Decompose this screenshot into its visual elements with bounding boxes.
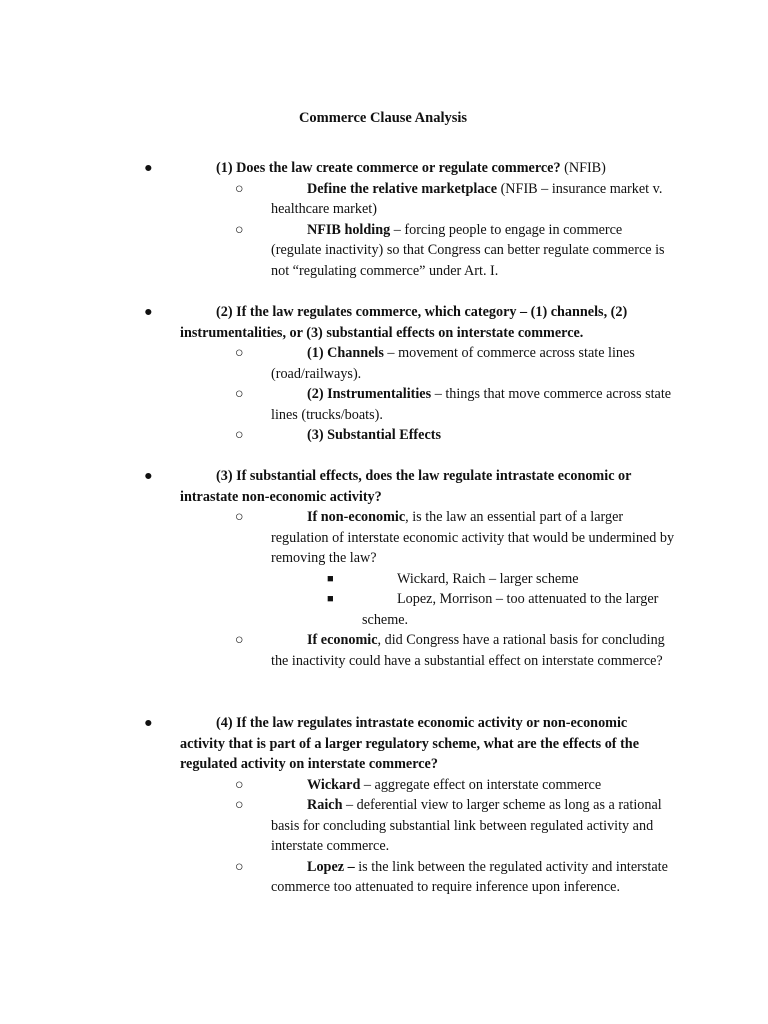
square-bullet-icon: ■	[327, 593, 334, 605]
page-title: Commerce Clause Analysis	[298, 110, 468, 126]
bullet-icon: ●	[144, 160, 153, 176]
bullet-icon: ●	[144, 468, 153, 484]
bullet-icon: ●	[144, 304, 153, 320]
circle-bullet-icon: ○	[235, 776, 244, 793]
question-3: ● (3) If substantial effects, does the law regulate intrastate economic or intrastate non-economic activity?	[144, 468, 632, 505]
question-1: ● (1) Does the law create commerce or regulate commerce? (NFIB)	[180, 158, 670, 179]
circle-bullet-icon: ○	[235, 427, 244, 443]
circle-bullet-icon: ○	[235, 509, 244, 525]
circle-bullet-icon: ○	[235, 386, 244, 402]
list-item: ○ Raich – deferential view to larger scheme as long as a rational basis for concluding substantial link between regulated activity and interstate commerce.	[235, 797, 662, 854]
list-subitem: ■ Wickard, Raich – larger scheme	[362, 569, 676, 590]
list-item: ○ If non-economic, is the law an essential part of a larger regulation of interstate economic activity that would be undermined by removing the law?	[235, 509, 675, 566]
list-item: ○ (1) Channels – movement of commerce across state lines (road/railways).	[235, 345, 635, 382]
list-item: ○ Define the relative marketplace (NFIB – insurance market v. healthcare market)	[235, 180, 663, 217]
list-item: ○ (3) Substantial Effects	[271, 425, 676, 446]
square-bullet-icon: ■	[327, 572, 334, 585]
list-item: ○ NFIB holding – forcing people to engage in commerce (regulate inactivity) so that Congress can better regulate commerce is not “regulating commerce” under Art. I.	[235, 221, 665, 279]
circle-bullet-icon: ○	[235, 858, 244, 875]
list-item: ○ Lopez – is the link between the regulated activity and interstate commerce too attenuated to require inference upon inference.	[235, 858, 668, 895]
circle-bullet-icon: ○	[235, 221, 244, 238]
list-item: ○ (2) Instrumentalities – things that move commerce across state lines (trucks/boats).	[235, 386, 672, 423]
question-2: ● (2) If the law regulates commerce, which category – (1) channels, (2) instrumentalities, or (3) substantial effects on interstate commerce.	[144, 304, 628, 341]
list-item: ○ If economic, did Congress have a rational basis for concluding the inactivity could have a substantial effect on interstate commerce?	[235, 632, 665, 669]
section-1	[144, 158, 670, 281]
section-4	[144, 713, 670, 898]
circle-bullet-icon: ○	[235, 345, 244, 361]
section-2	[144, 302, 672, 446]
circle-bullet-icon: ○	[235, 632, 244, 648]
section-3	[144, 466, 675, 671]
list-subitem: ■ Lopez, Morrison – too attenuated to the larger scheme.	[327, 591, 659, 628]
circle-bullet-icon: ○	[235, 797, 244, 813]
circle-bullet-icon: ○	[235, 180, 244, 197]
bullet-icon: ●	[144, 715, 153, 731]
list-item: ○ Wickard – aggregate effect on interstate commerce	[271, 775, 676, 796]
question-4: ● (4) If the law regulates intrastate economic activity or non-economic activity that is part of a larger regulatory scheme, what are the effects of the regulated activity on interstate commerce?	[144, 715, 639, 772]
